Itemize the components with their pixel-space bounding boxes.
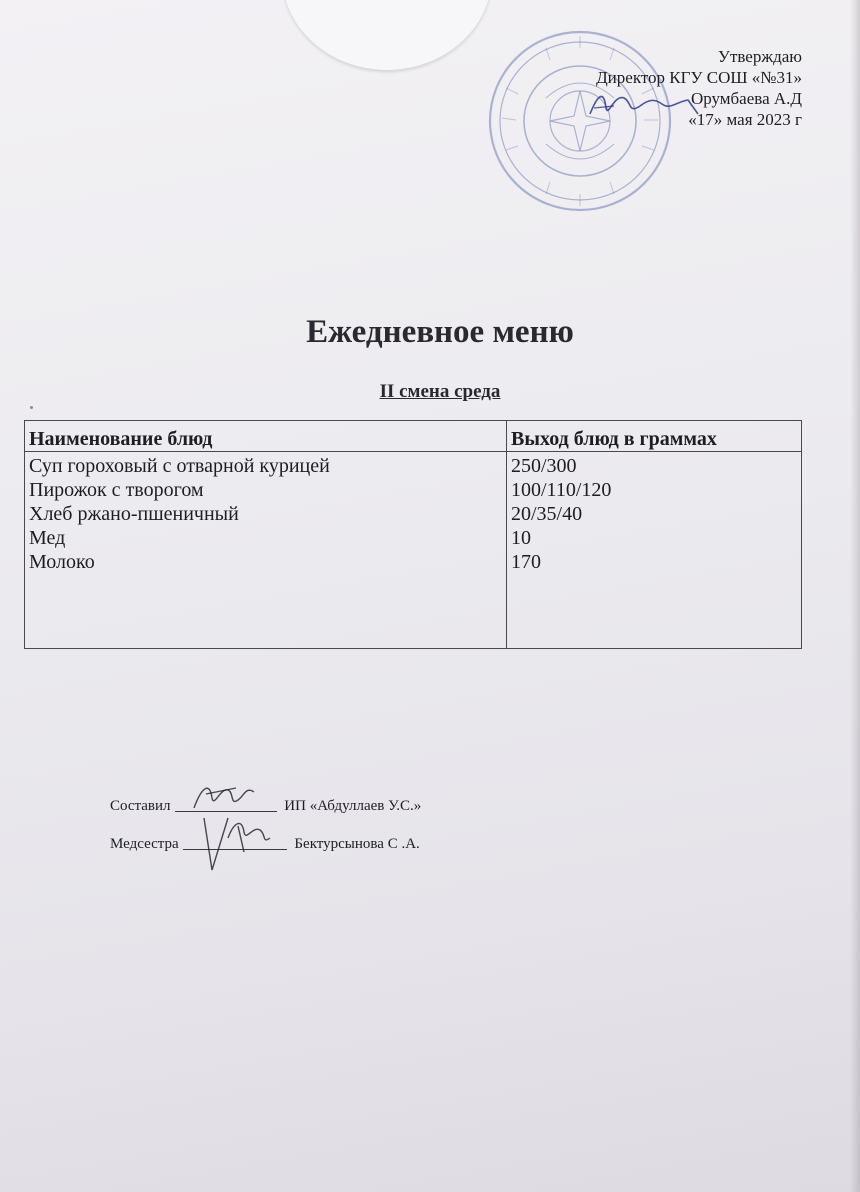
compiled-label: Составил — [110, 798, 171, 814]
table-header-row — [25, 421, 802, 452]
dish-weight: 20/35/40 — [511, 503, 583, 525]
page-subtitle: II смена среда — [379, 381, 501, 402]
approval-name: Орумбаева А.Д — [690, 89, 802, 108]
compiled-name: ИП «Абдуллаев У.С.» — [284, 798, 422, 814]
approval-position: Директор КГУ СОШ «№31» — [596, 68, 802, 87]
approval-heading: Утверждаю — [717, 47, 802, 66]
sleeve-cutout — [282, 0, 492, 70]
dish-weight: 10 — [511, 527, 531, 549]
nurse-name: Бектурсынова С .А. — [294, 836, 420, 852]
header-portion-weight: Выход блюд в граммах — [507, 421, 802, 452]
dish-name: Суп гороховый с отварной курицей — [29, 455, 330, 477]
paper-speck — [30, 406, 33, 409]
dish-name: Мед — [29, 527, 66, 549]
page-title: Ежедневное меню — [306, 314, 574, 350]
approval-date: «17» мая 2023 г — [688, 110, 802, 129]
dish-list-cell — [25, 452, 507, 649]
dish-weight: 100/110/120 — [511, 479, 612, 501]
nurse-label: Медсестра — [110, 836, 179, 852]
director-signature-icon — [584, 84, 704, 124]
dish-name: Хлеб ржано-пшеничный — [29, 503, 239, 525]
dish-weight: 170 — [511, 551, 541, 573]
header-dish-name: Наименование блюд — [25, 421, 507, 452]
dish-name: Молоко — [29, 551, 95, 573]
dish-name: Пирожок с творогом — [29, 479, 204, 501]
page-edge-shadow — [850, 0, 860, 1192]
dish-weight: 250/300 — [511, 455, 577, 477]
table-row — [25, 452, 802, 649]
menu-table — [24, 420, 802, 649]
handwritten-signatures-icon — [176, 778, 296, 878]
weight-list-cell — [507, 452, 802, 649]
